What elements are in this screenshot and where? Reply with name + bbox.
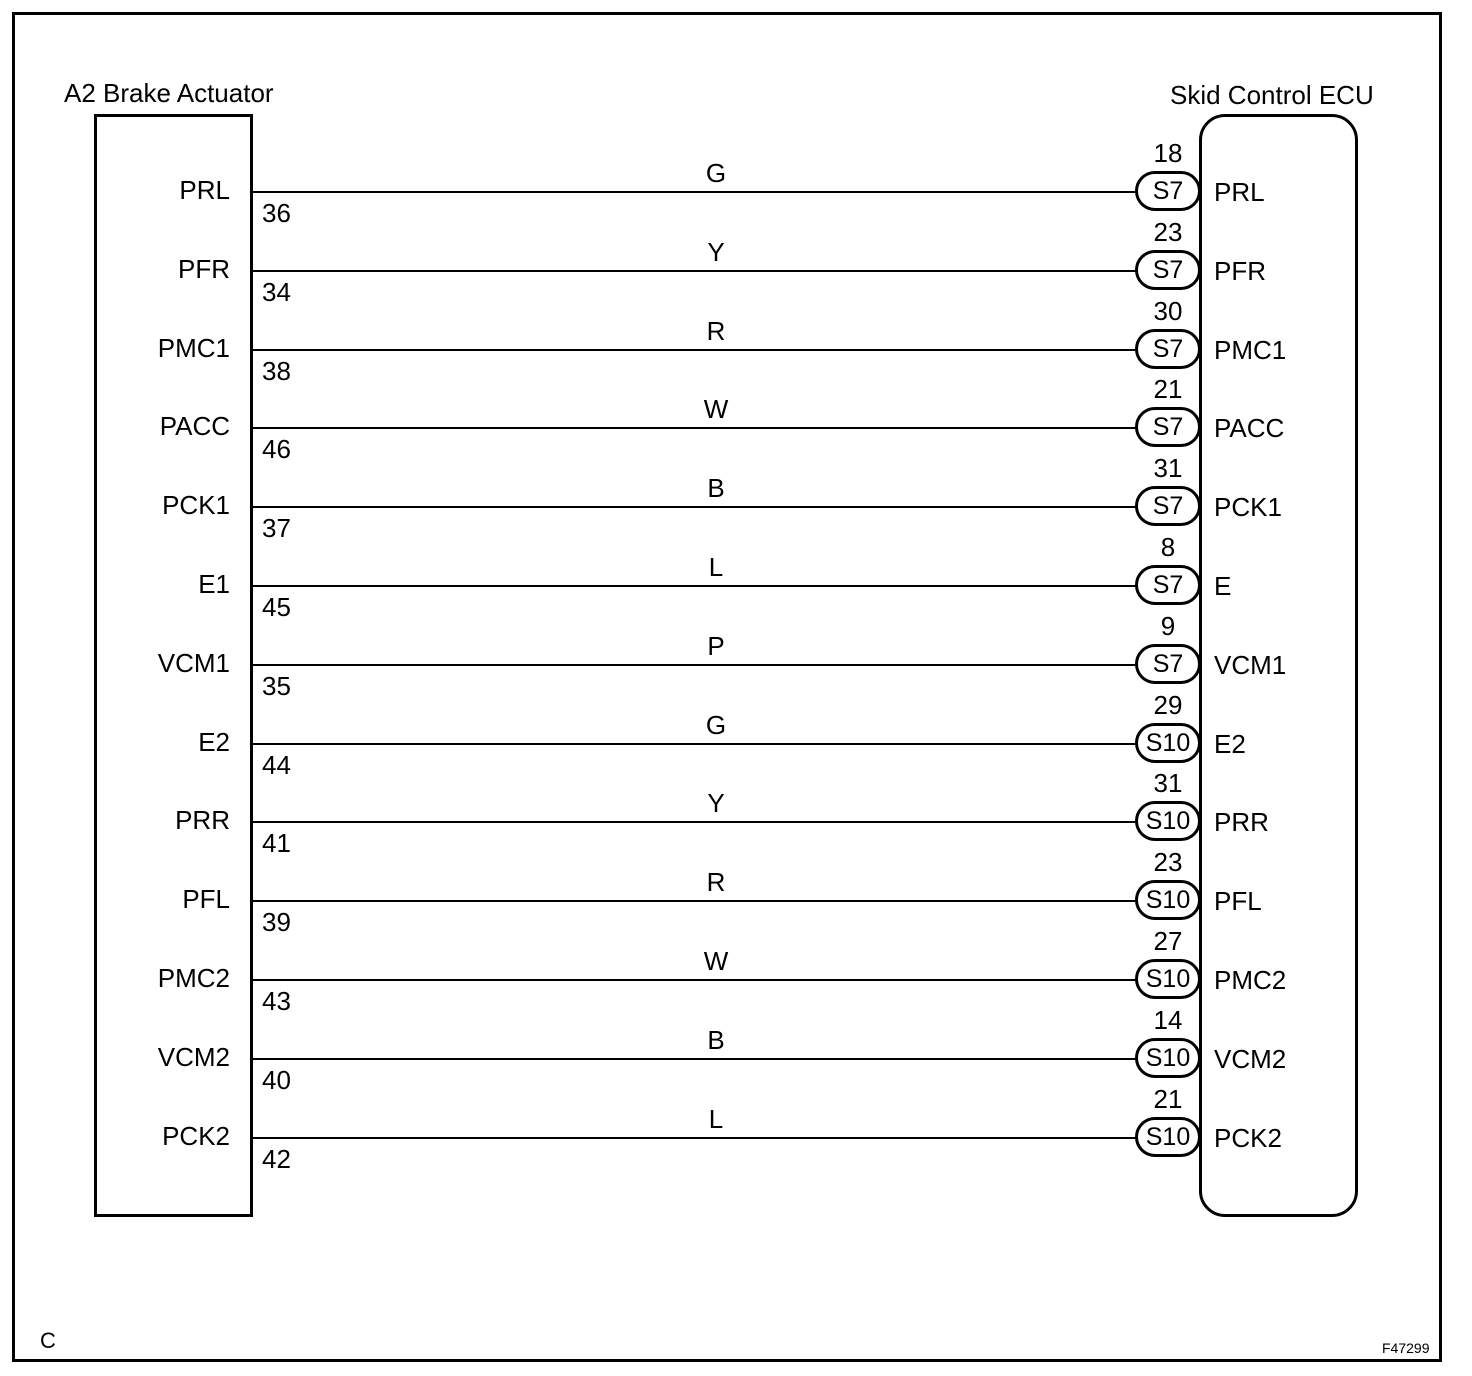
connector-badge: S10 (1135, 959, 1201, 999)
wire (253, 191, 1136, 193)
ecu-terminal-label: PRL (1214, 177, 1265, 207)
ecu-terminal-label: E (1214, 571, 1232, 601)
connector-badge: S7 (1135, 486, 1201, 526)
connector-badge: S10 (1135, 723, 1201, 763)
connector-badge: S10 (1135, 1038, 1201, 1078)
wire-color-label: B (707, 473, 725, 503)
wire-color-label: P (707, 631, 725, 661)
wire-color-label: Y (707, 237, 725, 267)
ecu-terminal-label: PRR (1214, 807, 1269, 837)
ecu-terminal-label: PFR (1214, 256, 1266, 286)
ecu-pin-number: 8 (1160, 532, 1176, 562)
ecu-terminal-label: PMC1 (1214, 335, 1287, 365)
ecu-pin-number: 21 (1153, 1084, 1183, 1114)
actuator-terminal-label: PFR (178, 254, 230, 284)
ecu-pin-number: 18 (1153, 138, 1183, 168)
connector-badge: S7 (1135, 250, 1201, 290)
connector-badge: S7 (1135, 565, 1201, 605)
wire (253, 979, 1136, 981)
actuator-pin-number: 41 (262, 828, 291, 858)
wire-color-label: Y (707, 788, 725, 818)
ecu-terminal-label: VCM1 (1214, 650, 1287, 680)
figure-id: F47299 (1382, 1340, 1430, 1356)
connector-badge: S10 (1135, 880, 1201, 920)
actuator-pin-number: 35 (262, 671, 291, 701)
wire (253, 427, 1136, 429)
ecu-terminal-label: E2 (1214, 729, 1246, 759)
wire (253, 743, 1136, 745)
ecu-pin-number: 23 (1153, 217, 1183, 247)
actuator-pin-number: 43 (262, 986, 291, 1016)
actuator-terminal-label: PCK2 (162, 1121, 230, 1151)
wire-color-label: G (705, 710, 727, 740)
actuator-pin-number: 39 (262, 907, 291, 937)
ecu-terminal-label: PCK2 (1214, 1123, 1282, 1153)
ecu-pin-number: 14 (1153, 1005, 1183, 1035)
ecu-terminal-label: VCM2 (1214, 1044, 1287, 1074)
actuator-terminal-label: PCK1 (162, 490, 230, 520)
ecu-title: Skid Control ECU (1170, 80, 1374, 110)
ecu-pin-number: 23 (1153, 847, 1183, 877)
actuator-terminal-label: E1 (198, 569, 230, 599)
wire (253, 664, 1136, 666)
wire (253, 270, 1136, 272)
actuator-pin-number: 46 (262, 434, 291, 464)
wire (253, 1058, 1136, 1060)
wire-color-label: R (706, 867, 726, 897)
wire-color-label: W (703, 946, 729, 976)
actuator-title: A2 Brake Actuator (64, 78, 274, 108)
ecu-terminal-label: PACC (1214, 413, 1285, 443)
actuator-pin-number: 37 (262, 513, 291, 543)
wire-color-label: R (706, 316, 726, 346)
actuator-terminal-label: VCM2 (157, 1042, 230, 1072)
wire-color-label: B (707, 1025, 725, 1055)
actuator-terminal-label: PMC1 (157, 333, 230, 363)
ecu-pin-number: 27 (1153, 926, 1183, 956)
wire-color-label: L (708, 552, 724, 582)
actuator-pin-number: 45 (262, 592, 291, 622)
actuator-terminal-label: VCM1 (157, 648, 230, 678)
ecu-terminal-label: PCK1 (1214, 492, 1282, 522)
corner-letter: C (40, 1328, 56, 1353)
wire-color-label: G (705, 158, 727, 188)
actuator-terminal-label: PRR (175, 805, 230, 835)
actuator-terminal-label: PMC2 (157, 963, 230, 993)
actuator-terminal-label: PACC (159, 411, 230, 441)
actuator-terminal-label: PFL (182, 884, 230, 914)
ecu-terminal-label: PMC2 (1214, 965, 1287, 995)
ecu-pin-number: 30 (1153, 296, 1183, 326)
wire (253, 585, 1136, 587)
connector-badge: S10 (1135, 801, 1201, 841)
connector-badge: S10 (1135, 1117, 1201, 1157)
ecu-pin-number: 31 (1153, 453, 1183, 483)
actuator-terminal-label: PRL (179, 175, 230, 205)
connector-badge: S7 (1135, 644, 1201, 684)
ecu-pin-number: 31 (1153, 768, 1183, 798)
wire-color-label: W (703, 394, 729, 424)
actuator-pin-number: 40 (262, 1065, 291, 1095)
wire-color-label: L (708, 1104, 724, 1134)
wire (253, 1137, 1136, 1139)
actuator-pin-number: 34 (262, 277, 291, 307)
connector-badge: S7 (1135, 407, 1201, 447)
actuator-pin-number: 36 (262, 198, 291, 228)
ecu-pin-number: 9 (1160, 611, 1176, 641)
actuator-terminal-label: E2 (198, 727, 230, 757)
wire (253, 821, 1136, 823)
ecu-terminal-label: PFL (1214, 886, 1262, 916)
actuator-pin-number: 38 (262, 356, 291, 386)
wire (253, 349, 1136, 351)
wire (253, 506, 1136, 508)
actuator-pin-number: 44 (262, 750, 291, 780)
connector-badge: S7 (1135, 171, 1201, 211)
wire (253, 900, 1136, 902)
connector-badge: S7 (1135, 329, 1201, 369)
actuator-pin-number: 42 (262, 1144, 291, 1174)
ecu-pin-number: 29 (1153, 690, 1183, 720)
ecu-pin-number: 21 (1153, 374, 1183, 404)
